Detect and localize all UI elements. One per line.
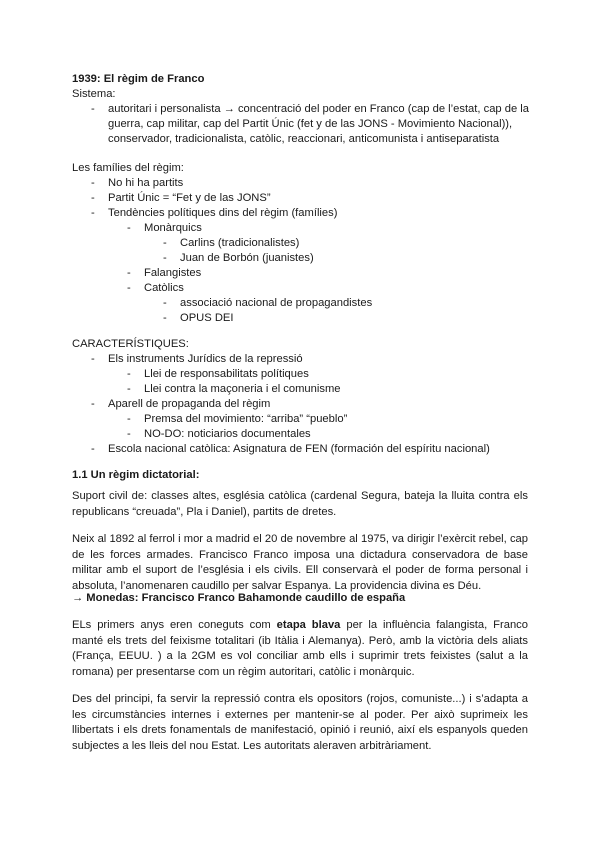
- list-item: - Els instruments Jurídics de la repressió: [91, 353, 303, 365]
- list-item: - OPUS DEI: [163, 312, 234, 324]
- list-item: - associació nacional de propagandistes: [163, 297, 373, 309]
- list-item: - Monàrquics: [127, 222, 202, 234]
- families-sublist: [127, 221, 202, 236]
- caracteristiques-list: [91, 352, 536, 367]
- page-title: 1939: El règim de Franco: [72, 73, 205, 85]
- list-item: - Catòlics: [127, 282, 184, 294]
- monedas-note: → Monedas: Francisco Franco Bahamonde caudillo de españa: [72, 592, 406, 604]
- repressio-sublist: [127, 367, 341, 397]
- sistema-label: Sistema:: [72, 88, 116, 100]
- list-item: - Tendències polítiques dins del règim (famílies): [91, 207, 338, 219]
- list-item: - No hi ha partits: [91, 177, 184, 189]
- propaganda-sublist: [127, 412, 348, 442]
- list-item: - Partit Únic = “Fet y de las JONS”: [91, 192, 271, 204]
- section-heading: 1.1 Un règim dictatorial:: [72, 469, 200, 481]
- families-sublist-2: [127, 266, 202, 296]
- list-item: - Escola nacional catòlica: Asignatura de FEN (formación del espíritu nacional): [91, 443, 490, 455]
- paragraph-repressio: Des del principi, fa servir la repressió contra els opositors (rojos, comuniste...) i s’adapta a les circumstàncies internes i externes per mantenir-se al poder. Per això suprimeix les llibertats i els drets fonamentals de manifestació, opinió i reunió, així els espanyols queden subjectes a les lleis del nou Estat. Les autoritats aleraven arbitràriament.: [72, 693, 528, 752]
- list-item: - Llei de responsabilitats polítiques: [127, 368, 309, 380]
- families-label: Les famílies del règim:: [72, 162, 184, 174]
- sistema-list: [91, 102, 536, 147]
- paragraph-franco-bio: Neix al 1892 al ferrol i mor a madrid el 20 de novembre al 1975, va dirigir l’exèrcit rebel, cap de les forces armades. Francisco Franco imposa una dictadura conservadora de base militar amb el suport de l’església i els civils. Ell conservarà el poder de forma personal i absoluta, l’anomenaren caudillo per salvar Espanya. La providencia divina es Déu.: [72, 533, 528, 592]
- families-list: [91, 176, 536, 221]
- list-item: - Carlins (tradicionalistes): [163, 237, 300, 249]
- monarquics-sublist: [163, 236, 314, 266]
- caracteristiques-list-3: [91, 442, 536, 457]
- list-item: - autoritari i personalista → concentració del poder en Franco (cap de l’estat, cap de la guerra, cap militar, cap del Partit Únic (fet y de las JONS - Movimiento Nacional)), conservador, tradicionalista, catòlic, reaccionari, anticomunista i antiseparatista: [91, 103, 530, 145]
- paragraph-suport-civil: Suport civil de: classes altes, església catòlica (cardenal Segura, bateja la lluita contra els republicans “creuada”, Pla i Daniel), partits de dretes.: [72, 490, 528, 518]
- caracteristiques-list-2: [91, 397, 536, 412]
- list-item: - Aparell de propaganda del règim: [91, 398, 271, 410]
- list-item: - NO-DO: noticiarios documentales: [127, 428, 311, 440]
- list-item: - Falangistes: [127, 267, 202, 279]
- list-item: - Juan de Borbón (juanistes): [163, 252, 314, 264]
- paragraph-etapa-blava: ELs primers anys eren coneguts com etapa blava per la influència falangista, Franco manté els trets del feixisme totalitari (ib Itàlia i Alemanya). Però, amb la victòria dels aliats (França, EEUU. ) a la 2GM es vol conciliar amb ells i suprimir trets feixistes (salut a la romana) per presentarse com un règim autoritari, catòlic i monàrquic.: [72, 619, 528, 678]
- catolics-sublist: [163, 296, 373, 326]
- caracteristiques-label: CARACTERÍSTIQUES:: [72, 338, 189, 350]
- list-item: - Premsa del movimiento: “arriba” “pueblo”: [127, 413, 348, 425]
- list-item: - Llei contra la maçoneria i el comunisme: [127, 383, 341, 395]
